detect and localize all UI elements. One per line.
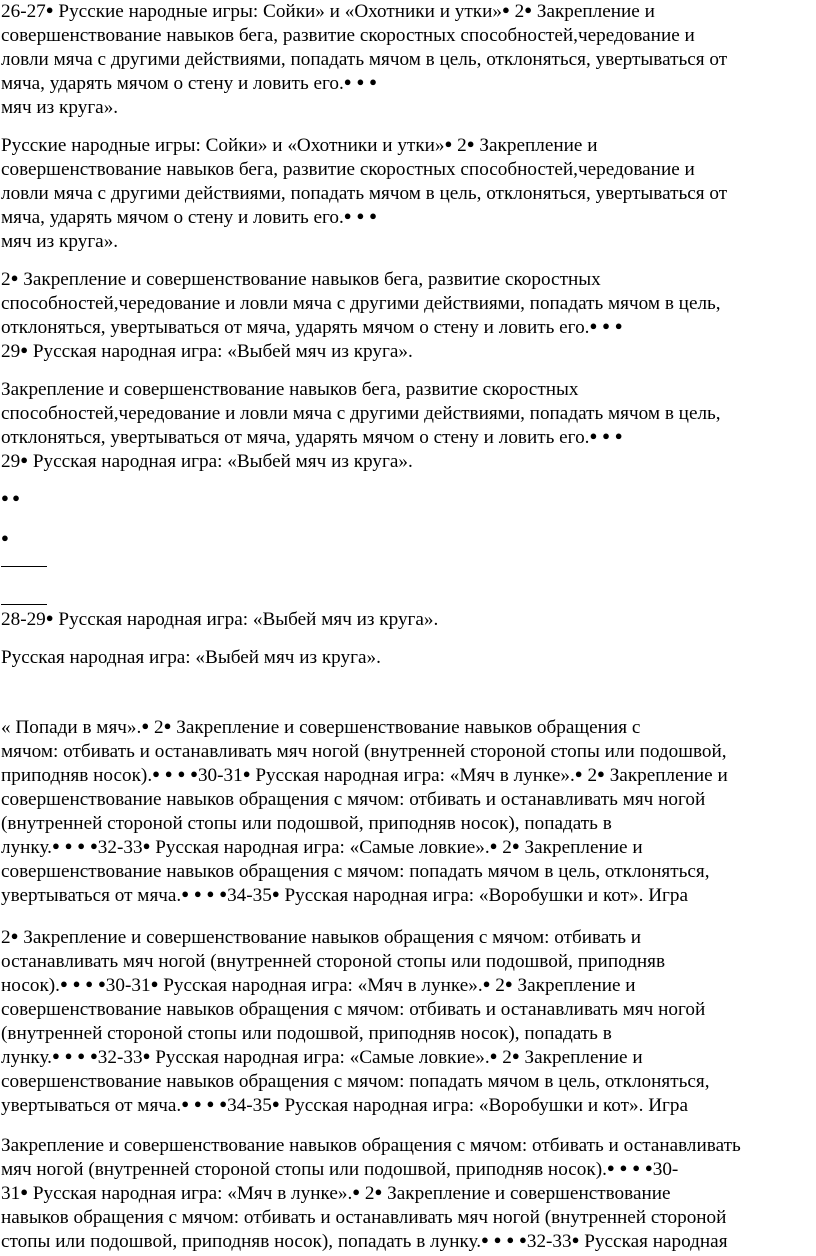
bullet: ● xyxy=(163,718,172,733)
bullet: ● xyxy=(589,318,598,333)
bullet: ● xyxy=(504,976,513,991)
bullet: ● xyxy=(152,766,160,781)
bullet: ● xyxy=(190,766,198,781)
bullet: ● xyxy=(142,838,151,853)
text-line: совершенствование навыков обращения с мячом: попадать мячом в цель, отклоняться, xyxy=(1,1071,710,1092)
text-line: стопы или подошвой, приподняв носок), попадать в лунку.● ● ● ●32-33● Русская народная xyxy=(1,1231,728,1252)
text-line: лунку.● ● ● ●32-33● Русская народная игра: «Самые ловкие».● 2● Закрепление и xyxy=(1,1047,643,1068)
bullet: ● xyxy=(352,1184,361,1199)
bullet: ● xyxy=(10,928,19,943)
text-line: Русские народные игры: Сойки» и «Охотники и утки»● 2● Закрепление и xyxy=(1,135,598,156)
text-line: мяч из круга». xyxy=(1,231,119,252)
text-line: 2● Закрепление и совершенствование навыков бега, развитие скоростных xyxy=(1,269,601,290)
bullet: ● xyxy=(193,1096,202,1111)
bullet: ● xyxy=(64,1048,73,1063)
bullet: ● xyxy=(142,1048,151,1063)
bullet: ● xyxy=(97,976,106,991)
bullet: ● xyxy=(219,886,228,901)
text-line: 28-29● Русская народная игра: «Выбей мяч из круга». xyxy=(1,609,439,630)
bullet: ● xyxy=(20,1184,29,1199)
bullet: ● xyxy=(271,886,280,901)
bullet: ● xyxy=(72,976,81,991)
text-line: совершенствование навыков бега, развитие скоростных способностей,чередование и xyxy=(1,159,695,180)
text-line: увертываться от мяча.● ● ● ●34-35● Русская народная игра: «Воробушки и кот». Игра xyxy=(1,1095,689,1116)
bullet: ● xyxy=(356,208,365,223)
bullet: ● xyxy=(489,838,498,853)
bullet: ● xyxy=(589,428,598,443)
bullet: ● xyxy=(602,318,610,333)
text-line: останавливать мяч ногой (внутренней стороной стопы или подошвой, приподняв xyxy=(1,951,666,972)
bullet: ● xyxy=(10,270,19,285)
bullet: ● xyxy=(20,452,29,467)
text-line: способностей,чередование и ловли мяча с другими действиями, попадать мячом в цель, xyxy=(1,403,721,424)
bullet: ● xyxy=(606,1160,615,1175)
bullet: ● xyxy=(20,342,29,357)
text-line: мяча, ударять мячом о стену и ловить его.● ● ● xyxy=(1,207,377,228)
bullet: ● xyxy=(45,610,54,625)
bullet: ● xyxy=(602,428,610,443)
text-line: приподняв носок).● ● ● ●30-31● Русская народная игра: «Мяч в лунке».● 2● Закрепление и xyxy=(1,765,728,786)
text-line: совершенствование навыков бега, развитие скоростных способностей,чередование и xyxy=(1,25,695,46)
horizontal-rule xyxy=(1,604,47,605)
text-line: (внутренней стороной стопы или подошвой, приподняв носок), попадать в xyxy=(1,1023,612,1044)
bullet: ● xyxy=(574,766,583,781)
bullet: ● xyxy=(181,1096,190,1111)
bullet: ● xyxy=(64,838,73,853)
text-line: ловли мяча с другими действиями, попадать мячом в цель, отклоняться, увертываться от xyxy=(1,183,728,204)
bullet: ● xyxy=(506,1232,515,1247)
bullet: ● xyxy=(374,1184,383,1199)
text-line: 2● Закрепление и совершенствование навыков обращения с мячом: отбивать и xyxy=(1,927,642,948)
text-line: мячом: отбивать и останавливать мяч ногой (внутренней стороной стопы или подошвой, xyxy=(1,741,727,762)
bullet: ● xyxy=(356,74,365,89)
bullet: ● xyxy=(141,718,150,733)
bullet: ● xyxy=(632,1160,641,1175)
text-line: совершенствование навыков обращения с мячом: отбивать и останавливать мяч ногой xyxy=(1,789,706,810)
bullet: ● xyxy=(444,136,453,151)
bullet: ● xyxy=(493,1232,502,1247)
text-line: Русская народная игра: «Выбей мяч из круга». xyxy=(1,647,381,668)
bullet: ● xyxy=(219,1096,228,1111)
bullet: ● xyxy=(150,976,159,991)
bullet: ● xyxy=(343,74,352,89)
bullet: ● xyxy=(51,1048,60,1063)
text-line: отклоняться, увертываться от мяча, ударять мячом о стену и ловить его.● ● ● xyxy=(1,317,623,338)
bullet: ● xyxy=(77,838,86,853)
text-line: носок).● ● ● ●30-31● Русская народная игра: «Мяч в лунке».● 2● Закрепление и xyxy=(1,975,636,996)
text-line: мяч ногой (внутренней стороной стопы или подошвой, приподняв носок).● ● ● ●30- xyxy=(1,1159,679,1180)
text-line: ловли мяча с другими действиями, попадать мячом в цель, отклоняться, увертываться от xyxy=(1,49,728,70)
bullet: ● xyxy=(644,1160,653,1175)
bullet: ● xyxy=(489,1048,498,1063)
text-line: навыков обращения с мячом: отбивать и останавливать мяч ногой (внутренней стороной xyxy=(1,1207,727,1228)
text-line: 29● Русская народная игра: «Выбей мяч из круга». xyxy=(1,451,413,472)
text-line: совершенствование навыков обращения с мячом: попадать мячом в цель, отклоняться, xyxy=(1,861,710,882)
bullet: ● xyxy=(524,2,533,17)
bullet: ● xyxy=(369,208,377,223)
bullet: ● xyxy=(45,2,54,17)
bullet: ● xyxy=(597,766,605,781)
bullet: ● xyxy=(501,2,510,17)
text-line: 31● Русская народная игра: «Мяч в лунке».● 2● Закрепление и совершенствование xyxy=(1,1183,671,1204)
text-line: Закрепление и совершенствование навыков обращения с мячом: отбивать и останавливать xyxy=(1,1135,741,1156)
bullet: ● xyxy=(51,838,60,853)
bullet: ● xyxy=(89,838,98,853)
bullet: ● xyxy=(571,1232,580,1247)
text-line: совершенствование навыков обращения с мячом: отбивать и останавливать мяч ногой xyxy=(1,999,706,1020)
bullet: ● xyxy=(511,1048,520,1063)
bullet: ● xyxy=(59,976,68,991)
bullet: ● xyxy=(206,886,215,901)
bullet: ● xyxy=(518,1232,527,1247)
bullet: ● xyxy=(369,74,377,89)
text-line: 29● Русская народная игра: «Выбей мяч из круга». xyxy=(1,341,413,362)
text-line: Закрепление и совершенствование навыков бега, развитие скоростных xyxy=(1,379,579,400)
horizontal-rule xyxy=(1,566,47,567)
bullet: ● xyxy=(181,886,190,901)
bullet: ● xyxy=(619,1160,628,1175)
bullet: ● xyxy=(177,766,186,781)
bullet: ● xyxy=(242,766,251,781)
bullet: ● xyxy=(614,318,623,333)
bullet: ● xyxy=(77,1048,86,1063)
bullet-group: ● ● xyxy=(1,490,20,505)
bullet: ● xyxy=(206,1096,215,1111)
text-line: увертываться от мяча.● ● ● ●34-35● Русская народная игра: «Воробушки и кот». Игра xyxy=(1,885,689,906)
text-line: « Попади в мяч».● 2● Закрепление и совершенствование навыков обращения с xyxy=(1,717,641,738)
bullet: ● xyxy=(614,428,623,443)
text-line: лунку.● ● ● ●32-33● Русская народная игра: «Самые ловкие».● 2● Закрепление и xyxy=(1,837,643,858)
bullet: ● xyxy=(466,136,475,151)
text-line: мяча, ударять мячом о стену и ловить его.● ● ● xyxy=(1,73,377,94)
text-line: мяч из круга». xyxy=(1,97,119,118)
bullet: ● xyxy=(271,1096,280,1111)
bullet: ● xyxy=(89,1048,98,1063)
bullet: ● xyxy=(482,976,491,991)
bullet: ● xyxy=(1,530,9,545)
text-line: (внутренней стороной стопы или подошвой, приподняв носок), попадать в xyxy=(1,813,612,834)
text-line: 26-27● Русские народные игры: Сойки» и «Охотники и утки»● 2● Закрепление и xyxy=(1,1,655,22)
bullet: ● xyxy=(193,886,202,901)
text-line: отклоняться, увертываться от мяча, ударять мячом о стену и ловить его.● ● ● xyxy=(1,427,623,448)
text-line: способностей,чередование и ловли мяча с другими действиями, попадать мячом в цель, xyxy=(1,293,721,314)
bullet: ● xyxy=(511,838,520,853)
bullet: ● xyxy=(343,208,352,223)
bullet: ● xyxy=(164,766,173,781)
bullet: ● xyxy=(85,976,94,991)
bullet: ● xyxy=(481,1232,489,1247)
